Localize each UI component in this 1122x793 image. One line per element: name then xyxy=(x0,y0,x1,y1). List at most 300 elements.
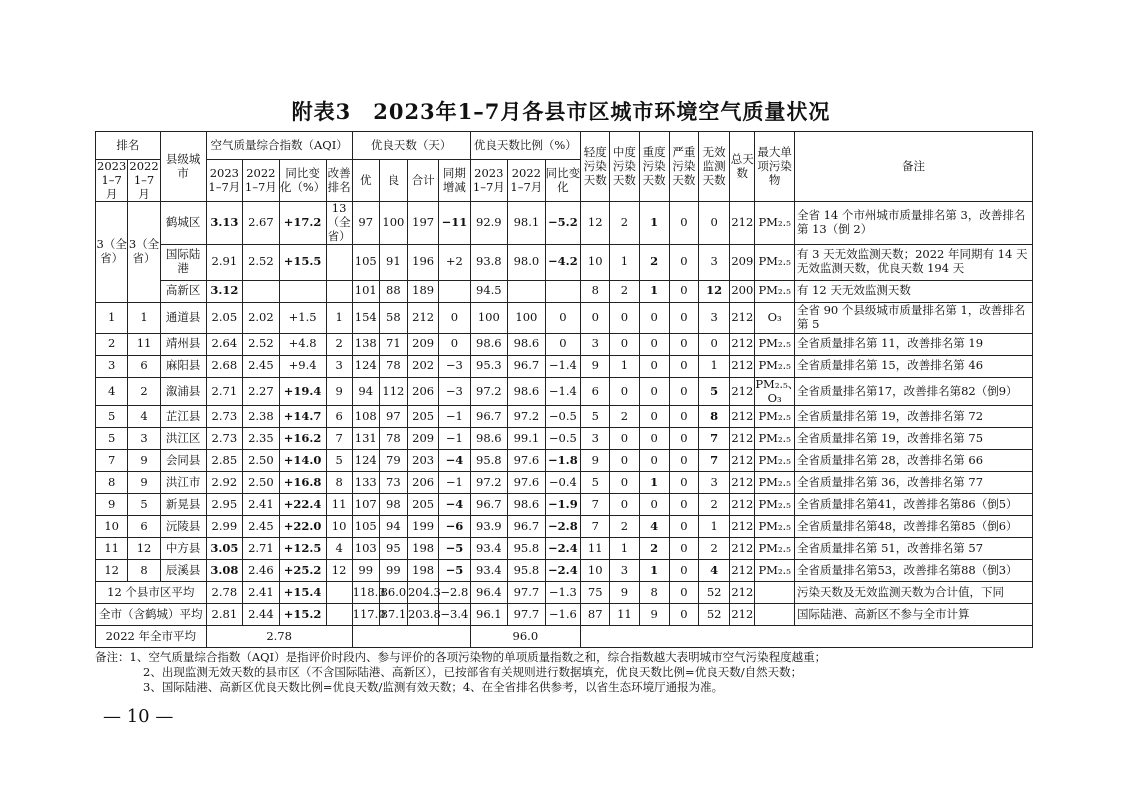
cell-pch: −2.4 xyxy=(545,560,580,582)
cell-note: 全省质量排名第 51，改善排名第 57 xyxy=(794,538,1032,560)
cell-s: 0 xyxy=(669,333,698,355)
cell-liang: 58 xyxy=(379,302,407,333)
cell-liang: 100 xyxy=(379,202,407,244)
cell-liang: 86.0 xyxy=(379,582,407,604)
cell-p23: 96.1 xyxy=(470,604,508,626)
cell-s: 0 xyxy=(669,302,698,333)
cell-sum: 197 xyxy=(407,202,438,244)
avg2022-aqi: 2.78 xyxy=(206,626,352,648)
cell-you: 99 xyxy=(352,560,379,582)
cell-p23: 96.7 xyxy=(470,406,508,428)
cell-ir: 8 xyxy=(326,472,352,494)
cell-inv: 52 xyxy=(698,582,729,604)
cell-a23: 3.12 xyxy=(206,280,243,302)
cell-liang: 78 xyxy=(379,428,407,450)
cell-liang: 99 xyxy=(379,560,407,582)
cell-p22: 97.7 xyxy=(508,582,546,604)
table-row xyxy=(96,494,1033,516)
rank-2022: 5 xyxy=(128,494,160,516)
cell-s: 0 xyxy=(669,450,698,472)
header-rank-2022: 2022 1–7月 xyxy=(129,159,159,201)
footnote-1: 备注：1、空气质量综合指数（AQI）是指评价时段内、参与评价的各项污染物的单项质量指数之和，综合指数越大表明城市空气污染程度越重； xyxy=(95,650,827,664)
county-name: 靖州县 xyxy=(160,333,206,355)
cell-liang: 97 xyxy=(379,406,407,428)
cell-m: 0 xyxy=(610,494,639,516)
cell-a23: 3.05 xyxy=(206,538,243,560)
cell-tot: 212 xyxy=(730,333,755,355)
cell-inv: 5 xyxy=(698,377,729,406)
cell-a23: 2.68 xyxy=(206,355,243,377)
county-name: 洪江区 xyxy=(160,428,206,450)
cell-you: 107 xyxy=(352,494,379,516)
cell-s: 0 xyxy=(669,494,698,516)
cell-h: 8 xyxy=(639,582,669,604)
cell-you: 105 xyxy=(352,516,379,538)
cell-ir xyxy=(326,280,352,302)
cell-you: 103 xyxy=(352,538,379,560)
cell-ach: +15.5 xyxy=(279,244,326,280)
cell-tot: 212 xyxy=(730,355,755,377)
header-aqi: 空气质量综合指数（AQI） xyxy=(206,132,352,160)
cell-h: 0 xyxy=(639,377,669,406)
cell-pch: −2.8 xyxy=(545,516,580,538)
cell-s: 0 xyxy=(669,377,698,406)
cell-pol: PM₂.₅ xyxy=(755,244,795,280)
cell-a22: 2.52 xyxy=(243,244,280,280)
header-liang: 良 xyxy=(379,160,407,202)
header-good-days: 优良天数（天） xyxy=(352,132,470,160)
cell-l: 10 xyxy=(581,560,610,582)
cell-ir: 11 xyxy=(326,494,352,516)
cell-delta: −11 xyxy=(439,202,470,244)
cell-ach: +22.4 xyxy=(279,494,326,516)
cell-tot: 212 xyxy=(730,538,755,560)
cell-pch: −4.2 xyxy=(545,244,580,280)
header-rank: 排名 xyxy=(96,132,161,160)
cell-p23: 96.4 xyxy=(470,582,508,604)
cell-p22: 95.8 xyxy=(508,538,546,560)
cell-ach: +4.8 xyxy=(279,333,326,355)
cell-m: 2 xyxy=(610,516,639,538)
cell-inv: 3 xyxy=(698,244,729,280)
header-you: 优 xyxy=(352,160,379,202)
cell-pch: −1.6 xyxy=(545,604,580,626)
cell-ach: +15.2 xyxy=(279,604,326,626)
cell-ir: 5 xyxy=(326,450,352,472)
county-name: 芷江县 xyxy=(160,406,206,428)
cell-pol: PM₂.₅ xyxy=(755,472,795,494)
table-row xyxy=(96,516,1033,538)
cell-l: 3 xyxy=(581,428,610,450)
county-name: 鹤城区 xyxy=(160,202,206,244)
cell-m: 2 xyxy=(610,202,639,244)
cell-you: 108 xyxy=(352,406,379,428)
cell-ach: +15.4 xyxy=(279,582,326,604)
cell-p22 xyxy=(508,280,546,302)
rank-2022: 6 xyxy=(128,355,160,377)
cell-p22: 97.6 xyxy=(508,450,546,472)
header-moderate: 中度污染天数 xyxy=(610,132,639,202)
rank-2022: 9 xyxy=(128,472,160,494)
cell-ir: 4 xyxy=(326,538,352,560)
cell-m: 1 xyxy=(610,355,639,377)
cell-ir: 13（全省） xyxy=(327,201,351,243)
cell-note: 国际陆港、高新区不参与全市计算 xyxy=(794,604,1032,626)
county-name: 高新区 xyxy=(160,280,206,302)
cell-a22: 2.45 xyxy=(243,355,280,377)
cell-l: 11 xyxy=(581,538,610,560)
county-name: 沅陵县 xyxy=(160,516,206,538)
cell-inv: 0 xyxy=(698,333,729,355)
rank-2023: 2 xyxy=(96,333,128,355)
cell-ir xyxy=(326,582,352,604)
cell-h: 1 xyxy=(639,202,669,244)
cell-sum: 209 xyxy=(407,333,438,355)
cell-m: 2 xyxy=(610,280,639,302)
table-row xyxy=(96,560,1033,582)
cell-ir: 3 xyxy=(326,355,352,377)
county-name: 辰溪县 xyxy=(160,560,206,582)
cell-liang: 73 xyxy=(379,472,407,494)
air-quality-table xyxy=(95,131,1033,648)
header-improve-rank: 改善排名 xyxy=(326,160,352,202)
cell-liang: 95 xyxy=(379,538,407,560)
summary-row xyxy=(96,604,1033,626)
cell-l: 3 xyxy=(581,333,610,355)
footnote-2: 2、出现监测无效天数的县市区（不含国际陆港、高新区），已按部省有关规则进行数据填充，优良天数比例=优良天数/自然天数； xyxy=(143,665,803,679)
cell-s: 0 xyxy=(669,516,698,538)
cell-tot: 212 xyxy=(730,582,755,604)
rank-2023: 4 xyxy=(96,377,128,406)
cell-you: 117.0 xyxy=(352,604,379,626)
cell-p23: 96.7 xyxy=(470,494,508,516)
cell-a23: 2.81 xyxy=(206,604,243,626)
cell-a22: 2.52 xyxy=(243,333,280,355)
table-row xyxy=(96,472,1033,494)
cell-liang: 98 xyxy=(379,494,407,516)
cell-p22: 98.6 xyxy=(508,333,546,355)
header-delta: 同期增减 xyxy=(439,160,470,202)
cell-delta: −1 xyxy=(439,428,470,450)
cell-ach: +25.2 xyxy=(279,560,326,582)
cell-liang: 112 xyxy=(379,377,407,406)
header-max-pollutant: 最大单项污染物 xyxy=(755,132,795,202)
rank-2022: 3（全省） xyxy=(128,202,160,302)
cell-sum: 209 xyxy=(407,428,438,450)
cell-m: 0 xyxy=(610,472,639,494)
cell-sum: 205 xyxy=(407,494,438,516)
cell-p22: 99.1 xyxy=(508,428,546,450)
cell-ach: +14.0 xyxy=(279,450,326,472)
avg2022-blank-rest xyxy=(581,626,1033,648)
cell-s: 0 xyxy=(669,202,698,244)
cell-p22: 98.6 xyxy=(508,494,546,516)
cell-l: 9 xyxy=(581,355,610,377)
header-rank-2023: 2023 1–7月 xyxy=(97,159,127,201)
rank-2022: 9 xyxy=(128,450,160,472)
header-ratio-change: 同比变化 xyxy=(545,160,580,202)
cell-pch: −1.3 xyxy=(545,582,580,604)
cell-p22: 97.2 xyxy=(508,406,546,428)
cell-p23: 93.4 xyxy=(470,560,508,582)
cell-pch: −0.4 xyxy=(545,472,580,494)
cell-l: 12 xyxy=(581,202,610,244)
cell-delta: −3 xyxy=(439,377,470,406)
county-name: 通道县 xyxy=(160,302,206,333)
cell-you: 133 xyxy=(352,472,379,494)
header-heavy: 重度污染天数 xyxy=(639,132,669,202)
cell-you: 101 xyxy=(352,280,379,302)
rank-2023: 11 xyxy=(96,538,128,560)
cell-l: 7 xyxy=(581,494,610,516)
cell-a23: 2.85 xyxy=(206,450,243,472)
cell-sum: 203 xyxy=(407,450,438,472)
rank-2023: 5 xyxy=(96,406,128,428)
cell-s: 0 xyxy=(669,538,698,560)
cell-a23: 2.73 xyxy=(206,428,243,450)
cell-a23: 2.05 xyxy=(206,302,243,333)
cell-delta xyxy=(439,280,470,302)
cell-pch: −0.5 xyxy=(545,406,580,428)
cell-delta: +2 xyxy=(439,244,470,280)
cell-inv: 7 xyxy=(698,450,729,472)
cell-p23: 98.6 xyxy=(470,428,508,450)
cell-s: 0 xyxy=(669,406,698,428)
cell-you: 131 xyxy=(352,428,379,450)
county-name: 国际陆港 xyxy=(160,244,206,280)
cell-ir xyxy=(326,604,352,626)
cell-delta: −1 xyxy=(439,472,470,494)
cell-pch: −1.4 xyxy=(545,377,580,406)
cell-inv: 52 xyxy=(698,604,729,626)
rank-2023: 1 xyxy=(96,302,128,333)
rank-2022: 1 xyxy=(128,302,160,333)
cell-m: 3 xyxy=(610,560,639,582)
cell-h: 0 xyxy=(639,333,669,355)
header-invalid: 无效监测天数 xyxy=(698,132,729,202)
cell-delta: −4 xyxy=(439,494,470,516)
table-row xyxy=(96,450,1033,472)
cell-p23: 98.6 xyxy=(470,333,508,355)
cell-h: 9 xyxy=(639,604,669,626)
cell-a22: 2.50 xyxy=(243,450,280,472)
cell-note: 全省质量排名第 11，改善排名第 19 xyxy=(794,333,1032,355)
cell-liang: 79 xyxy=(379,450,407,472)
table-row xyxy=(96,333,1033,355)
cell-tot: 200 xyxy=(730,280,755,302)
cell-note: 全省质量排名第41，改善排名第86（倒5） xyxy=(794,494,1032,516)
cell-p23: 94.5 xyxy=(470,280,508,302)
avg2022-blank xyxy=(352,626,470,648)
cell-tot: 209 xyxy=(730,244,755,280)
cell-note: 全省质量排名第 15，改善排名第 46 xyxy=(794,355,1032,377)
cell-m: 2 xyxy=(610,406,639,428)
cell-tot: 212 xyxy=(730,516,755,538)
header-aqi-2022: 2022 1–7月 xyxy=(243,160,280,202)
cell-liang: 88 xyxy=(379,280,407,302)
county-name: 中方县 xyxy=(160,538,206,560)
cell-s: 0 xyxy=(669,244,698,280)
rank-2023: 3（全省） xyxy=(96,202,128,302)
cell-pol: PM₂.₅ xyxy=(755,202,795,244)
cell-p22: 97.6 xyxy=(508,472,546,494)
cell-a22: 2.41 xyxy=(243,582,280,604)
cell-tot: 212 xyxy=(730,494,755,516)
cell-h: 1 xyxy=(639,280,669,302)
cell-p22: 100 xyxy=(508,302,546,333)
cell-a23: 2.99 xyxy=(206,516,243,538)
county-name: 会同县 xyxy=(160,450,206,472)
cell-l: 6 xyxy=(581,377,610,406)
cell-a22: 2.27 xyxy=(243,377,280,406)
cell-s: 0 xyxy=(669,428,698,450)
summary-row-2022 xyxy=(96,626,1033,648)
cell-ir: 7 xyxy=(326,428,352,450)
cell-p23: 95.3 xyxy=(470,355,508,377)
cell-pol: PM₂.₅ xyxy=(755,428,795,450)
cell-liang: 87.1 xyxy=(379,604,407,626)
cell-ir: 9 xyxy=(326,377,352,406)
cell-l: 75 xyxy=(581,582,610,604)
cell-you: 138 xyxy=(352,333,379,355)
cell-a22: 2.02 xyxy=(243,302,280,333)
cell-m: 11 xyxy=(610,604,639,626)
cell-l: 0 xyxy=(581,302,610,333)
cell-sum: 198 xyxy=(407,560,438,582)
cell-a23: 2.92 xyxy=(206,472,243,494)
cell-note: 全省质量排名第53，改善排名第88（倒3） xyxy=(794,560,1032,582)
cell-m: 0 xyxy=(610,302,639,333)
cell-tot: 212 xyxy=(730,560,755,582)
header-note: 备注 xyxy=(794,132,1032,202)
cell-pol xyxy=(755,582,795,604)
cell-l: 87 xyxy=(581,604,610,626)
cell-s: 0 xyxy=(669,355,698,377)
rank-2023: 7 xyxy=(96,450,128,472)
cell-inv: 1 xyxy=(698,355,729,377)
header-good-ratio: 优良天数比例（%） xyxy=(470,132,581,160)
county-name: 溆浦县 xyxy=(160,377,206,406)
cell-you: 97 xyxy=(352,202,379,244)
header-sum: 合计 xyxy=(407,160,438,202)
cell-m: 0 xyxy=(610,333,639,355)
cell-note: 有 3 天无效监测天数；2022 年同期有 14 天无效监测天数，优良天数 194 天 xyxy=(794,244,1032,280)
cell-ach xyxy=(279,280,326,302)
cell-p23: 93.4 xyxy=(470,538,508,560)
cell-p23: 93.9 xyxy=(470,516,508,538)
cell-h: 0 xyxy=(639,428,669,450)
table-row xyxy=(96,538,1033,560)
table-row xyxy=(96,355,1033,377)
table-row xyxy=(96,302,1033,333)
cell-s: 0 xyxy=(669,280,698,302)
table-row xyxy=(96,377,1033,406)
cell-sum: 204.3 xyxy=(407,582,438,604)
cell-delta: −3 xyxy=(439,355,470,377)
cell-you: 154 xyxy=(352,302,379,333)
cell-p22: 95.8 xyxy=(508,560,546,582)
cell-you: 124 xyxy=(352,355,379,377)
table-row xyxy=(96,280,1033,302)
cell-p22: 97.7 xyxy=(508,604,546,626)
cell-delta: 0 xyxy=(439,333,470,355)
rank-2023: 5 xyxy=(96,428,128,450)
cell-ach: +14.7 xyxy=(279,406,326,428)
cell-s: 0 xyxy=(669,560,698,582)
cell-s: 0 xyxy=(669,604,698,626)
cell-h: 0 xyxy=(639,302,669,333)
footnotes xyxy=(95,650,1045,695)
rank-2022: 4 xyxy=(128,406,160,428)
rank-2022: 6 xyxy=(128,516,160,538)
cell-sum: 196 xyxy=(407,244,438,280)
cell-delta: −2.8 xyxy=(439,582,470,604)
page-title: 附表3 2023年1–7月各县市区城市环境空气质量状况 xyxy=(291,99,831,124)
cell-h: 2 xyxy=(639,538,669,560)
cell-note: 全省质量排名第 19，改善排名第 75 xyxy=(794,428,1032,450)
cell-ach: +17.2 xyxy=(279,202,326,244)
summary-label: 2022 年全市平均 xyxy=(96,626,207,648)
cell-tot: 212 xyxy=(730,472,755,494)
cell-tot: 212 xyxy=(730,202,755,244)
header-total: 总天数 xyxy=(730,132,755,202)
table-row xyxy=(96,428,1033,450)
header-ratio-2023: 2023 1–7月 xyxy=(470,160,508,202)
cell-p22: 96.7 xyxy=(508,355,546,377)
cell-you: 118.3 xyxy=(352,582,379,604)
cell-p22: 96.7 xyxy=(508,516,546,538)
cell-a23: 2.95 xyxy=(206,494,243,516)
cell-h: 2 xyxy=(639,244,669,280)
cell-tot: 212 xyxy=(730,406,755,428)
cell-note: 全省质量排名第48，改善排名第85（倒6） xyxy=(794,516,1032,538)
rank-2023: 12 xyxy=(96,560,128,582)
cell-a23: 3.13 xyxy=(206,202,243,244)
header-county: 县级城市 xyxy=(160,132,206,202)
rank-2023: 10 xyxy=(96,516,128,538)
table-row xyxy=(96,244,1033,280)
cell-sum: 198 xyxy=(407,538,438,560)
cell-note: 污染天数及无效监测天数为合计值，下同 xyxy=(794,582,1032,604)
cell-a23: 2.91 xyxy=(206,244,243,280)
cell-inv: 3 xyxy=(698,302,729,333)
cell-ach: +16.8 xyxy=(279,472,326,494)
cell-liang: 94 xyxy=(379,516,407,538)
cell-a22: 2.35 xyxy=(243,428,280,450)
cell-a23: 2.71 xyxy=(206,377,243,406)
cell-inv: 7 xyxy=(698,428,729,450)
cell-pol: O₃ xyxy=(755,302,795,333)
cell-p23: 92.9 xyxy=(470,202,508,244)
cell-a22: 2.41 xyxy=(243,494,280,516)
cell-m: 0 xyxy=(610,450,639,472)
cell-ach: +22.0 xyxy=(279,516,326,538)
cell-a22: 2.46 xyxy=(243,560,280,582)
table-row xyxy=(96,406,1033,428)
cell-pol: PM₂.₅ xyxy=(755,355,795,377)
cell-you: 124 xyxy=(352,450,379,472)
cell-sum: 206 xyxy=(407,472,438,494)
cell-l: 7 xyxy=(581,516,610,538)
cell-inv: 4 xyxy=(698,560,729,582)
rank-2022: 2 xyxy=(128,377,160,406)
cell-pol: PM₂.₅ xyxy=(755,280,795,302)
cell-a23: 2.78 xyxy=(206,582,243,604)
cell-m: 1 xyxy=(610,538,639,560)
cell-pol: PM₂.₅、O₃ xyxy=(755,376,800,405)
header-light: 轻度污染天数 xyxy=(581,132,610,202)
rank-2023: 8 xyxy=(96,472,128,494)
